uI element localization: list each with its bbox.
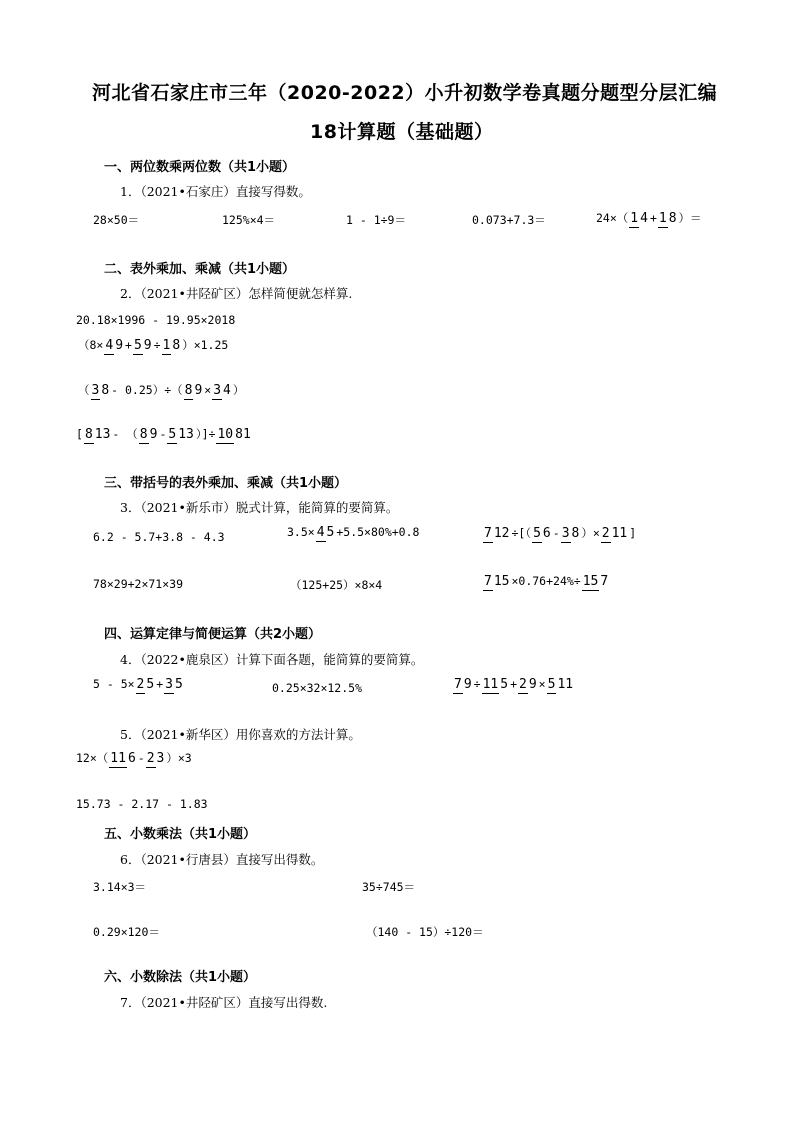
expr-text: + [125, 338, 132, 352]
q5-expr-2: 15.73 - 2.17 - 1.83 [76, 797, 208, 811]
expr-text: ）× [581, 526, 600, 540]
fraction-numerator: 3 [91, 382, 100, 398]
fraction-numerator: 5 [547, 676, 556, 692]
fraction [91, 384, 111, 397]
fraction-denominator: 4 [640, 210, 648, 226]
fraction [547, 678, 574, 691]
fraction-denominator: 81 [235, 426, 251, 442]
fraction-denominator: 7 [600, 573, 609, 589]
expr-text: + [156, 677, 164, 691]
expr-text: ）]÷ [195, 427, 216, 441]
fraction [146, 752, 166, 765]
fraction-denominator: 9 [463, 676, 472, 692]
expr-text: 3.5× [287, 525, 315, 539]
q1-item-4: 0.073+7.3＝ [472, 213, 546, 227]
fraction-denominator: 9 [194, 382, 203, 398]
question-6-label: 6．（2021•行唐县）直接写出得数。 [120, 852, 324, 867]
q2-expr-2 [78, 337, 228, 353]
fraction-denominator: 8 [101, 382, 110, 398]
q2-expr-3 [78, 382, 244, 398]
fraction [316, 526, 336, 539]
q6-item-3: 0.29×120＝ [93, 925, 160, 939]
expr-text: 24×（ [596, 211, 629, 225]
fraction [212, 384, 232, 397]
fraction [162, 339, 182, 352]
question-4-label: 4．（2022•鹿泉区）计算下面各题，能简算的要简算。 [120, 652, 424, 667]
q3-expr-a1: 6.2 - 5.7+3.8 - 4.3 [93, 530, 225, 544]
expr-text: ）＝ [678, 211, 702, 225]
fraction-numerator: 8 [184, 382, 193, 398]
q3-expr-b3 [482, 574, 610, 588]
expr-text: - （ [112, 427, 138, 441]
expr-text: + [510, 677, 518, 691]
expr-text: ] [629, 526, 637, 540]
fraction-numerator: 2 [601, 525, 610, 541]
fraction-denominator: 5 [146, 676, 155, 692]
question-5-label: 5．（2021•新华区）用你喜欢的方法计算。 [120, 727, 361, 742]
fraction [532, 527, 552, 540]
fraction-numerator: 2 [136, 676, 145, 692]
expr-text: ÷ [473, 677, 481, 691]
q6-item-1: 3.14×3＝ [93, 880, 147, 894]
fraction-numerator: 5 [533, 525, 541, 541]
fraction-numerator: 2 [146, 750, 155, 766]
fraction-numerator: 3 [165, 676, 173, 692]
fraction-numerator: 4 [316, 524, 325, 540]
expr-text: 5 - 5× [93, 677, 135, 691]
expr-text: （8× [78, 338, 104, 352]
fraction-denominator: 11 [557, 676, 574, 692]
expr-text: 12×（ [76, 751, 109, 765]
fraction [629, 212, 649, 225]
q1-item-5 [596, 210, 702, 226]
fraction-denominator: 4 [223, 382, 231, 398]
fraction [133, 339, 153, 352]
q3-expr-b1: 78×29+2×71×39 [93, 577, 184, 591]
fraction-denominator: 8 [571, 525, 580, 541]
fraction [109, 752, 136, 765]
expr-text: ） [232, 383, 245, 397]
fraction [139, 428, 159, 441]
fraction-denominator: 15 [493, 573, 510, 589]
fraction [483, 527, 510, 540]
expr-text: ）×3 [166, 751, 192, 765]
q1-item-1: 28×50＝ [93, 213, 140, 227]
fraction-denominator: 5 [500, 676, 509, 692]
question-3-label: 3．（2021•新乐市）脱式计算，能简算的要简算。 [120, 500, 399, 515]
section-heading-1: 一、两位数乘两位数（共1小题） [104, 160, 296, 175]
question-1-label: 1．（2021•石家庄）直接写得数。 [120, 184, 311, 199]
expr-text: × [204, 383, 212, 397]
q1-item-3: 1 - 1÷9＝ [346, 213, 406, 227]
fraction-denominator: 9 [149, 426, 158, 442]
q3-expr-a3 [482, 525, 636, 541]
expr-text: ）×1.25 [182, 338, 229, 352]
fraction [136, 678, 156, 691]
fraction-denominator: 12 [493, 525, 510, 541]
q1-item-2: 125%×4＝ [222, 213, 276, 227]
fraction-denominator: 6 [542, 525, 551, 541]
fraction-denominator: 9 [143, 337, 152, 353]
fraction-numerator: 10 [217, 426, 234, 442]
expr-text: ÷[（ [511, 526, 532, 540]
question-7-label: 7．（2021•井陉矿区）直接写出得数. [120, 995, 328, 1010]
fraction [518, 678, 538, 691]
fraction [658, 212, 678, 225]
fraction-denominator: 8 [668, 210, 677, 226]
fraction [184, 384, 204, 397]
expr-text: ×0.76+24%÷ [511, 574, 581, 588]
fraction-numerator: 1 [630, 210, 639, 226]
fraction-numerator: 2 [519, 676, 527, 692]
expr-text: ÷ [153, 338, 161, 352]
document-title-line1: 河北省石家庄市三年（2020-2022）小升初数学卷真题分题型分层汇编 [92, 82, 718, 104]
q6-item-4: （140 - 15）÷120＝ [366, 925, 484, 939]
fraction-numerator: 8 [84, 426, 93, 442]
fraction-denominator: 9 [115, 337, 124, 353]
fraction-denominator: 11 [611, 525, 628, 541]
section-heading-5: 五、小数乘法（共1小题） [104, 827, 257, 842]
expr-text: - 0.25）÷（ [111, 383, 183, 397]
q2-expr-1: 20.18×1996 - 19.95×2018 [76, 313, 236, 327]
section-heading-2: 二、表外乘加、乘减（共1小题） [104, 262, 296, 277]
q4-expr-3 [452, 677, 575, 691]
expr-text: + [649, 211, 657, 225]
fraction [582, 575, 609, 588]
fraction [167, 428, 194, 441]
fraction-numerator: 7 [484, 525, 492, 541]
expr-text: - [159, 427, 167, 441]
expr-text: （ [78, 383, 90, 397]
fraction-numerator: 15 [582, 573, 599, 589]
section-heading-6: 六、小数除法（共1小题） [104, 970, 257, 985]
fraction [482, 678, 509, 691]
fraction-numerator: 11 [482, 676, 499, 692]
expr-text: × [538, 677, 546, 691]
question-2-label: 2．（2021•井陉矿区）怎样简便就怎样算. [120, 286, 353, 301]
fraction-numerator: 1 [658, 210, 667, 226]
fraction-denominator: 9 [528, 676, 537, 692]
fraction-denominator: 3 [156, 750, 165, 766]
fraction [216, 428, 251, 441]
q4-expr-1 [93, 677, 185, 691]
section-heading-3: 三、带括号的表外乘加、乘减（共1小题） [104, 476, 348, 491]
fraction-numerator: 5 [168, 426, 177, 442]
fraction-numerator: 8 [139, 426, 148, 442]
fraction [453, 678, 473, 691]
fraction-numerator: 7 [484, 573, 492, 589]
fraction [104, 339, 124, 352]
fraction-numerator: 5 [133, 337, 142, 353]
expr-text: [ [76, 427, 83, 441]
expr-text: +5.5×80%+0.8 [336, 525, 420, 539]
document-title-line2: 18计算题（基础题） [310, 121, 494, 143]
fraction-denominator: 5 [174, 676, 183, 692]
q2-expr-4 [76, 426, 253, 442]
fraction-numerator: 3 [561, 525, 570, 541]
q3-expr-a2 [287, 525, 419, 539]
q4-expr-2: 0.25×32×12.5% [272, 681, 363, 695]
fraction [84, 428, 111, 441]
fraction-numerator: 7 [454, 676, 462, 692]
expr-text: - [552, 526, 560, 540]
fraction [164, 678, 184, 691]
fraction-numerator: 11 [110, 750, 126, 766]
fraction-denominator: 6 [127, 750, 136, 766]
fraction-numerator: 4 [105, 337, 114, 353]
fraction [561, 527, 581, 540]
section-heading-4: 四、运算定律与简便运算（共2小题） [104, 627, 322, 642]
fraction-denominator: 13 [94, 426, 111, 442]
fraction [483, 575, 510, 588]
q6-item-2: 35÷745＝ [362, 880, 416, 894]
q5-expr-1 [76, 750, 192, 766]
q3-expr-b2: （125+25）×8×4 [290, 578, 383, 592]
fraction-denominator: 8 [172, 337, 181, 353]
fraction-denominator: 13 [178, 426, 194, 442]
fraction-numerator: 3 [213, 382, 222, 398]
fraction [601, 527, 628, 540]
fraction-numerator: 1 [162, 337, 171, 353]
expr-text: - [137, 751, 145, 765]
fraction-denominator: 5 [326, 524, 335, 540]
